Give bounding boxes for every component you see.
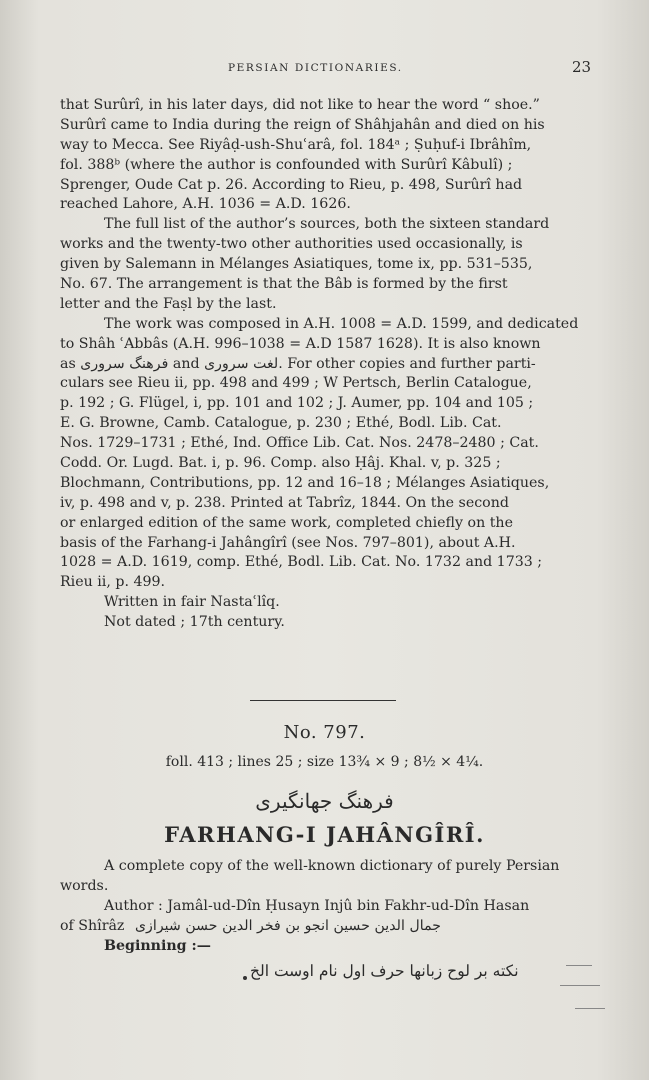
text-line: p. 192 ; G. Flügel, i, pp. 101 and 102 ; J. Aumer, pp. 104 and 105 ; [60,395,534,412]
print-dot [243,976,247,980]
author-origin: of Shîrâz [60,917,125,934]
entry-description [60,857,600,956]
text-line: The full list of the author’s sources, both the sixteen standard [104,216,550,233]
section-divider [250,700,396,701]
running-header [0,58,649,80]
text-line: E. G. Browne, Camb. Catalogue, p. 230 ; Ethé, Bodl. Lib. Cat. [60,415,502,432]
text-line: fol. 388ᵇ (where the author is confounded with Surûrî Kâbulî) ; [60,156,513,173]
text-line: or enlarged edition of the same work, completed chiefly on the [60,514,513,531]
entry-number: No. 797. [283,722,366,743]
text-line: Rieu ii, p. 499. [60,574,166,591]
text-line: 1028 = A.D. 1619, comp. Ethé, Bodl. Lib. Cat. No. 1732 and 1733 ; [60,554,543,571]
page-number: 23 [572,58,592,76]
text-line: given by Salemann in Mélanges Asiatiques, tome ix, pp. 531–535, [60,256,533,273]
beginning-persian: نکته بر لوح زبانها حرف اول نام اوست الخ [250,962,519,980]
running-title: PERSIAN DICTIONARIES. [228,62,403,74]
text-line: Codd. Or. Lugd. Bat. i, p. 96. Comp. also Ḥâj. Khal. v, p. 325 ; [60,455,501,472]
text-line: letter and the Faṣl by the last. [60,295,277,312]
text-line: A complete copy of the well-known dictionary of purely Persian [104,858,560,874]
author-line-2 [60,917,600,937]
page-smudge [560,985,600,986]
text-line: Written in fair Nastaʿlîq. [104,594,280,611]
body-text [60,96,593,633]
page-smudge [566,965,592,966]
text-line: Nos. 1729–1731 ; Ethé, Ind. Office Lib. Cat. Nos. 2478–2480 ; Cat. [60,435,539,452]
author-persian: جمال الدین حسین انجو بن فخر الدین حسن شیرازی [134,917,442,934]
text-line: to Shâh ʿAbbâs (A.H. 996–1038 = A.D 1587 1628). It is also known [60,335,541,352]
entry-title: FARHANG-I JAHÂNGÎRÎ. [164,822,485,847]
persian-title: فرهنگ جهانگیری [255,789,394,813]
page-smudge [575,1008,605,1009]
text-line: works and the twenty-two other authorities used occasionally, is [60,236,523,253]
text-line: iv, p. 498 and v, p. 238. Printed at Tabrîz, 1844. On the second [60,494,509,511]
text-line: culars see Rieu ii, pp. 498 and 499 ; W Pertsch, Berlin Catalogue, [60,375,532,392]
text-line: Blochmann, Contributions, pp. 12 and 16–18 ; Mélanges Asiatiques, [60,474,550,491]
folio-info: foll. 413 ; lines 25 ; size 13¾ × 9 ; 8½ × 4¼. [165,754,484,770]
text-line: basis of the Farhang-i Jahângîrî (see Nos. 797–801), about A.H. [60,534,516,551]
text-line: way to Mecca. See Riyâḍ-ush-Shuʿarâ, fol. 184ᵃ ; Ṣuḥuf-i Ibrâhîm, [60,136,532,153]
text-line: Not dated ; 17th century. [104,614,285,631]
text-line: No. 67. The arrangement is that the Bâb is formed by the first [60,276,508,293]
author-line: Author : Jamâl-ud-Dîn Ḥusayn Injû bin Fakhr-ud-Dîn Hasan [104,897,530,914]
text-line: The work was composed in A.H. 1008 = A.D. 1599, and dedicated [104,315,579,332]
text-line: as فرهنگ سروری and لغت سروری. For other copies and further parti- [60,355,536,372]
text-line: words. [60,877,109,894]
text-line: that Surûrî, in his later days, did not like to hear the word “ shoe.” [60,97,540,113]
beginning-label: Beginning :— [104,937,211,954]
text-line: Surûrî came to India during the reign of Shâhjahân and died on his [60,116,545,133]
text-line: reached Lahore, A.H. 1036 = A.D. 1626. [60,196,351,213]
text-line: Sprenger, Oude Cat p. 26. According to Rieu, p. 498, Surûrî had [60,176,523,193]
